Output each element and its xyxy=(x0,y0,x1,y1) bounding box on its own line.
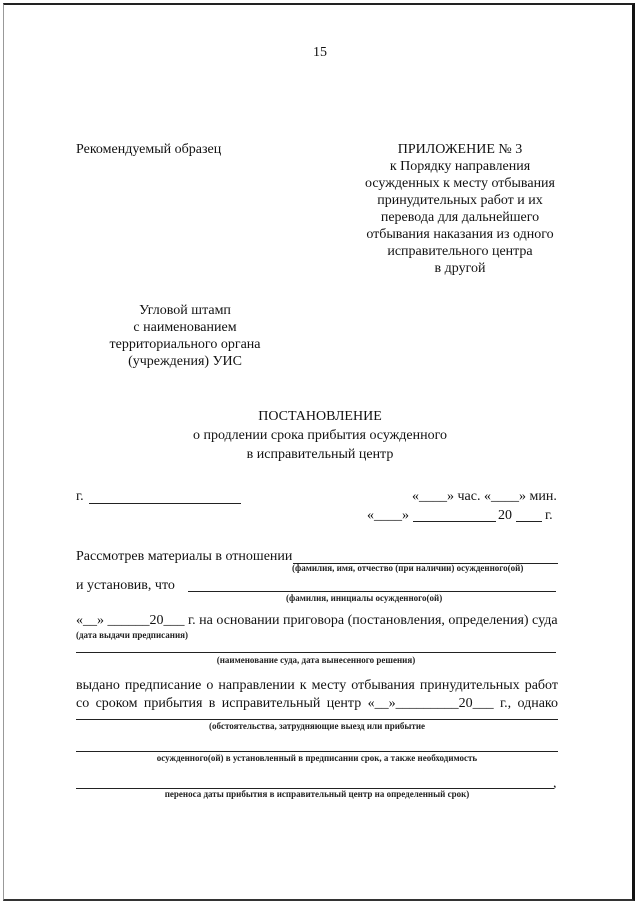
document-subtitle-2: в исправительный центр xyxy=(246,447,394,462)
convict-deadline-caption: осужденного(ой) в установленный в предписании срок, а также необходимость xyxy=(156,753,478,763)
appendix-line: в другой xyxy=(434,261,486,276)
transfer-caption: переноса даты прибытия в исправительный центр на определенный срок) xyxy=(164,789,470,799)
order-line-1: выдано предписание о направлении к месту отбывания принудительных работ xyxy=(76,678,558,693)
year-field[interactable] xyxy=(516,521,542,522)
page-number: 15 xyxy=(313,45,327,60)
convict-initials-caption: (фамилия, инициалы осужденного(ой) xyxy=(286,593,443,603)
appendix-line: к Порядку направления xyxy=(389,159,531,174)
appendix-line: осужденных к месту отбывания xyxy=(365,176,555,191)
city-label: г. xyxy=(76,489,84,504)
stamp-line: Угловой штамп xyxy=(139,303,231,318)
order-line-2: со сроком прибытия в исправительный центр «__»_________20___ г., однако xyxy=(76,696,558,711)
issue-date-caption: (дата выдачи предписания) xyxy=(76,630,189,640)
trailing-comma: , xyxy=(553,776,557,791)
document-subtitle: о продлении срока прибытия осужденного xyxy=(192,428,448,443)
court-name-caption: (наименование суда, дата вынесенного решения) xyxy=(216,655,416,665)
court-name-field[interactable] xyxy=(76,652,556,653)
sentence-line: «__» ______20___ г. на основании приговора (постановления, определения) суда xyxy=(76,613,558,628)
time-field[interactable]: «____» час. «____» мин. xyxy=(412,489,557,504)
recommended-sample-label: Рекомендуемый образец xyxy=(76,142,222,157)
month-field[interactable] xyxy=(413,521,496,522)
appendix-line: принудительных работ и их xyxy=(377,193,543,208)
city-field[interactable] xyxy=(89,503,241,504)
document-title: ПОСТАНОВЛЕНИЕ xyxy=(258,409,382,424)
stamp-line: (учреждения) УИС xyxy=(128,354,242,369)
convict-full-name-caption: (фамилия, имя, отчество (при наличии) осужденного(ой) xyxy=(292,563,524,573)
day-field[interactable]: «____» xyxy=(367,508,409,523)
year-prefix: 20 xyxy=(498,508,512,523)
circumstances-field-2[interactable] xyxy=(76,751,558,752)
appendix-line: отбывания наказания из одного xyxy=(366,227,554,242)
circumstances-field[interactable] xyxy=(76,719,558,720)
circumstances-caption: (обстоятельства, затрудняющие выезд или прибытие xyxy=(208,721,426,731)
appendix-line: исправительного центра xyxy=(387,244,533,259)
considered-label: Рассмотрев материалы в отношении xyxy=(76,549,293,564)
convict-initials-field[interactable] xyxy=(188,591,556,592)
established-label: и установив, что xyxy=(76,578,175,593)
appendix-block xyxy=(350,141,570,277)
appendix-title: ПРИЛОЖЕНИЕ № 3 xyxy=(397,142,523,157)
stamp-line: с наименованием xyxy=(133,320,237,335)
appendix-line: перевода для дальнейшего xyxy=(380,210,540,225)
corner-stamp-block xyxy=(95,302,275,370)
stamp-line: территориального органа xyxy=(109,337,261,352)
year-suffix: г. xyxy=(545,508,553,523)
